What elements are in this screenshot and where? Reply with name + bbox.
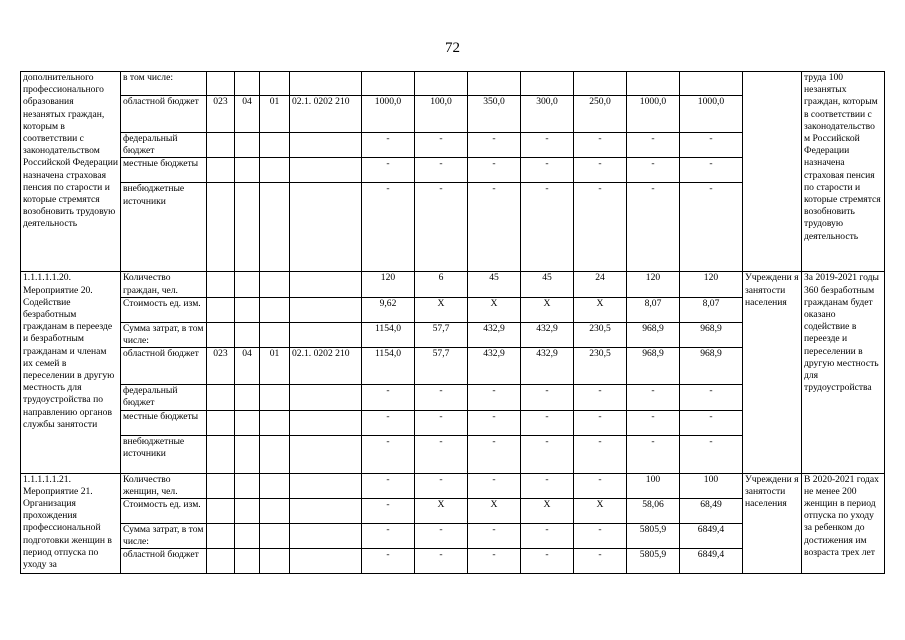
amount-cell: 968,9: [680, 322, 743, 347]
amount-cell: -: [362, 133, 415, 158]
csr-cell: 02.1. 0202 210: [290, 96, 362, 133]
amount-cell: [415, 72, 468, 96]
table-row: [21, 473, 885, 498]
event-description-cell: 1.1.1.1.1.21. Мероприятие 21. Организация прохождения профессиональной подготовки женщин в период отпуска по уходу за: [21, 473, 121, 574]
rz-cell: [235, 524, 260, 549]
amount-cell: -: [415, 158, 468, 183]
pr-cell: [260, 322, 290, 347]
amount-cell: -: [521, 435, 574, 473]
csr-cell: [290, 549, 362, 574]
amount-cell: -: [680, 385, 743, 410]
amount-cell: 100,0: [415, 96, 468, 133]
amount-cell: -: [574, 473, 627, 498]
amount-cell: 120: [627, 272, 680, 297]
pr-cell: [260, 133, 290, 158]
amount-cell: -: [468, 183, 521, 272]
amount-cell: 58,06: [627, 499, 680, 524]
amount-cell: -: [468, 549, 521, 574]
event-description-cell: дополнительного профессионального образования незанятых граждан, которым в соответствии с законодательством Российской Федерации назначена страховая пенсия по старости и которые стремятся возобновить трудовую деятельность: [21, 72, 121, 272]
rz-cell: [235, 133, 260, 158]
amount-cell: 9,62: [362, 297, 415, 322]
amount-cell: [468, 72, 521, 96]
amount-cell: -: [468, 133, 521, 158]
amount-cell: [574, 72, 627, 96]
amount-cell: 1000,0: [680, 96, 743, 133]
amount-cell: -: [574, 549, 627, 574]
csr-cell: [290, 297, 362, 322]
csr-cell: [290, 183, 362, 272]
pr-cell: [260, 297, 290, 322]
grbs-cell: [207, 158, 235, 183]
amount-cell: 350,0: [468, 96, 521, 133]
amount-cell: -: [627, 410, 680, 435]
csr-cell: [290, 473, 362, 498]
indicator-cell: Стоимость ед. изм.: [121, 499, 207, 524]
rz-cell: [235, 297, 260, 322]
table-row: [21, 272, 885, 297]
amount-cell: -: [468, 435, 521, 473]
amount-cell: 230,5: [574, 348, 627, 385]
pr-cell: [260, 473, 290, 498]
indicator-cell: федеральный бюджет: [121, 133, 207, 158]
amount-cell: -: [362, 158, 415, 183]
indicator-cell: местные бюджеты: [121, 410, 207, 435]
pr-cell: [260, 499, 290, 524]
grbs-cell: [207, 435, 235, 473]
pr-cell: [260, 524, 290, 549]
amount-cell: -: [574, 410, 627, 435]
expected-result-cell: За 2019-2021 годы 360 безработным гражданам будет оказано содействие в переезде и переселении в другую местность для трудоустройства: [802, 272, 885, 473]
amount-cell: 68,49: [680, 499, 743, 524]
amount-cell: -: [415, 524, 468, 549]
rz-cell: [235, 549, 260, 574]
amount-cell: Х: [521, 297, 574, 322]
grbs-cell: [207, 133, 235, 158]
grbs-cell: 023: [207, 348, 235, 385]
amount-cell: -: [468, 410, 521, 435]
amount-cell: -: [627, 183, 680, 272]
amount-cell: 6849,4: [680, 524, 743, 549]
rz-cell: [235, 158, 260, 183]
amount-cell: 230,5: [574, 322, 627, 347]
amount-cell: 6: [415, 272, 468, 297]
amount-cell: 1154,0: [362, 322, 415, 347]
csr-cell: [290, 499, 362, 524]
grbs-cell: [207, 272, 235, 297]
amount-cell: 5805,9: [627, 524, 680, 549]
pr-cell: [260, 158, 290, 183]
pr-cell: [260, 72, 290, 96]
amount-cell: -: [680, 435, 743, 473]
amount-cell: -: [362, 385, 415, 410]
amount-cell: 968,9: [627, 322, 680, 347]
rz-cell: [235, 183, 260, 272]
budget-table: [20, 71, 885, 574]
indicator-cell: Количество женщин, чел.: [121, 473, 207, 498]
csr-cell: [290, 322, 362, 347]
amount-cell: 1000,0: [362, 96, 415, 133]
amount-cell: -: [415, 473, 468, 498]
amount-cell: -: [574, 435, 627, 473]
indicator-cell: федеральный бюджет: [121, 385, 207, 410]
amount-cell: -: [574, 158, 627, 183]
indicator-cell: областной бюджет: [121, 96, 207, 133]
rz-cell: [235, 435, 260, 473]
amount-cell: -: [362, 473, 415, 498]
amount-cell: 8,07: [680, 297, 743, 322]
rz-cell: [235, 410, 260, 435]
amount-cell: Х: [468, 499, 521, 524]
indicator-cell: Стоимость ед. изм.: [121, 297, 207, 322]
amount-cell: 8,07: [627, 297, 680, 322]
amount-cell: 300,0: [521, 96, 574, 133]
amount-cell: -: [415, 549, 468, 574]
amount-cell: Х: [574, 499, 627, 524]
amount-cell: -: [627, 435, 680, 473]
grbs-cell: [207, 183, 235, 272]
grbs-cell: [207, 297, 235, 322]
amount-cell: 120: [362, 272, 415, 297]
amount-cell: Х: [415, 297, 468, 322]
amount-cell: -: [521, 158, 574, 183]
amount-cell: -: [362, 499, 415, 524]
csr-cell: [290, 72, 362, 96]
amount-cell: [362, 72, 415, 96]
expected-result-cell: В 2020-2021 годах не менее 200 женщин в период отпуска по уходу за ребенком до достижения им возраста трех лет: [802, 473, 885, 574]
csr-cell: [290, 410, 362, 435]
csr-cell: [290, 158, 362, 183]
amount-cell: 57,7: [415, 348, 468, 385]
executor-cell: Учреждени я занятости населения: [743, 272, 802, 473]
rz-cell: [235, 272, 260, 297]
amount-cell: 5805,9: [627, 549, 680, 574]
amount-cell: -: [415, 133, 468, 158]
amount-cell: -: [521, 549, 574, 574]
event-description-cell: 1.1.1.1.1.20. Мероприятие 20. Содействие безработным гражданам в переезде и безработным гражданам и членам их семей в переселении в другую местность для трудоустройства по направлению органов службы занятости: [21, 272, 121, 473]
amount-cell: -: [468, 158, 521, 183]
amount-cell: -: [680, 410, 743, 435]
indicator-cell: внебюджетные источники: [121, 183, 207, 272]
amount-cell: [680, 72, 743, 96]
amount-cell: 432,9: [521, 348, 574, 385]
indicator-cell: местные бюджеты: [121, 158, 207, 183]
amount-cell: -: [521, 473, 574, 498]
amount-cell: -: [468, 385, 521, 410]
grbs-cell: [207, 385, 235, 410]
amount-cell: 432,9: [521, 322, 574, 347]
amount-cell: -: [521, 524, 574, 549]
csr-cell: [290, 524, 362, 549]
grbs-cell: 023: [207, 96, 235, 133]
amount-cell: 968,9: [680, 348, 743, 385]
csr-cell: 02.1. 0202 210: [290, 348, 362, 385]
amount-cell: Х: [415, 499, 468, 524]
amount-cell: -: [680, 133, 743, 158]
amount-cell: -: [362, 410, 415, 435]
amount-cell: -: [521, 385, 574, 410]
amount-cell: 120: [680, 272, 743, 297]
amount-cell: -: [362, 549, 415, 574]
amount-cell: 432,9: [468, 348, 521, 385]
amount-cell: -: [627, 158, 680, 183]
rz-cell: [235, 473, 260, 498]
indicator-cell: областной бюджет: [121, 348, 207, 385]
grbs-cell: [207, 524, 235, 549]
amount-cell: -: [468, 473, 521, 498]
amount-cell: 250,0: [574, 96, 627, 133]
pr-cell: [260, 385, 290, 410]
amount-cell: 6849,4: [680, 549, 743, 574]
amount-cell: -: [468, 524, 521, 549]
rz-cell: [235, 499, 260, 524]
amount-cell: -: [521, 133, 574, 158]
pr-cell: [260, 272, 290, 297]
rz-cell: [235, 322, 260, 347]
amount-cell: -: [415, 183, 468, 272]
amount-cell: 1000,0: [627, 96, 680, 133]
executor-cell: Учреждени я занятости населения: [743, 473, 802, 574]
amount-cell: -: [574, 385, 627, 410]
grbs-cell: [207, 72, 235, 96]
amount-cell: Х: [574, 297, 627, 322]
amount-cell: -: [415, 435, 468, 473]
csr-cell: [290, 385, 362, 410]
amount-cell: -: [521, 410, 574, 435]
amount-cell: -: [680, 158, 743, 183]
amount-cell: [521, 72, 574, 96]
amount-cell: [627, 72, 680, 96]
amount-cell: 1154,0: [362, 348, 415, 385]
table-row: [21, 72, 885, 96]
amount-cell: 24: [574, 272, 627, 297]
amount-cell: -: [574, 183, 627, 272]
amount-cell: Х: [468, 297, 521, 322]
pr-cell: 01: [260, 348, 290, 385]
rz-cell: [235, 72, 260, 96]
indicator-cell: Сумма затрат, в том числе:: [121, 524, 207, 549]
pr-cell: 01: [260, 96, 290, 133]
amount-cell: 100: [680, 473, 743, 498]
grbs-cell: [207, 322, 235, 347]
amount-cell: -: [362, 435, 415, 473]
amount-cell: -: [627, 385, 680, 410]
grbs-cell: [207, 410, 235, 435]
indicator-cell: внебюджетные источники: [121, 435, 207, 473]
page-number: 72: [445, 40, 460, 56]
grbs-cell: [207, 549, 235, 574]
amount-cell: -: [574, 524, 627, 549]
pr-cell: [260, 549, 290, 574]
executor-cell: [743, 72, 802, 272]
amount-cell: -: [415, 385, 468, 410]
rz-cell: 04: [235, 96, 260, 133]
amount-cell: 100: [627, 473, 680, 498]
amount-cell: -: [415, 410, 468, 435]
amount-cell: 432,9: [468, 322, 521, 347]
amount-cell: 57,7: [415, 322, 468, 347]
amount-cell: -: [627, 133, 680, 158]
amount-cell: -: [521, 183, 574, 272]
indicator-cell: Количество граждан, чел.: [121, 272, 207, 297]
rz-cell: 04: [235, 348, 260, 385]
csr-cell: [290, 133, 362, 158]
indicator-cell: в том числе:: [121, 72, 207, 96]
amount-cell: -: [680, 183, 743, 272]
amount-cell: -: [362, 183, 415, 272]
pr-cell: [260, 410, 290, 435]
indicator-cell: Сумма затрат, в том числе:: [121, 322, 207, 347]
amount-cell: 968,9: [627, 348, 680, 385]
pr-cell: [260, 435, 290, 473]
amount-cell: -: [362, 524, 415, 549]
grbs-cell: [207, 473, 235, 498]
amount-cell: Х: [521, 499, 574, 524]
indicator-cell: областной бюджет: [121, 549, 207, 574]
rz-cell: [235, 385, 260, 410]
csr-cell: [290, 272, 362, 297]
csr-cell: [290, 435, 362, 473]
pr-cell: [260, 183, 290, 272]
amount-cell: 45: [521, 272, 574, 297]
grbs-cell: [207, 499, 235, 524]
amount-cell: -: [574, 133, 627, 158]
expected-result-cell: труда 100 незанятых граждан, которым в соответствии с законодательство м Российской Федерации назначена страховая пенсия по старости и которые стремятся возобновить трудовую деятельность: [802, 72, 885, 272]
amount-cell: 45: [468, 272, 521, 297]
